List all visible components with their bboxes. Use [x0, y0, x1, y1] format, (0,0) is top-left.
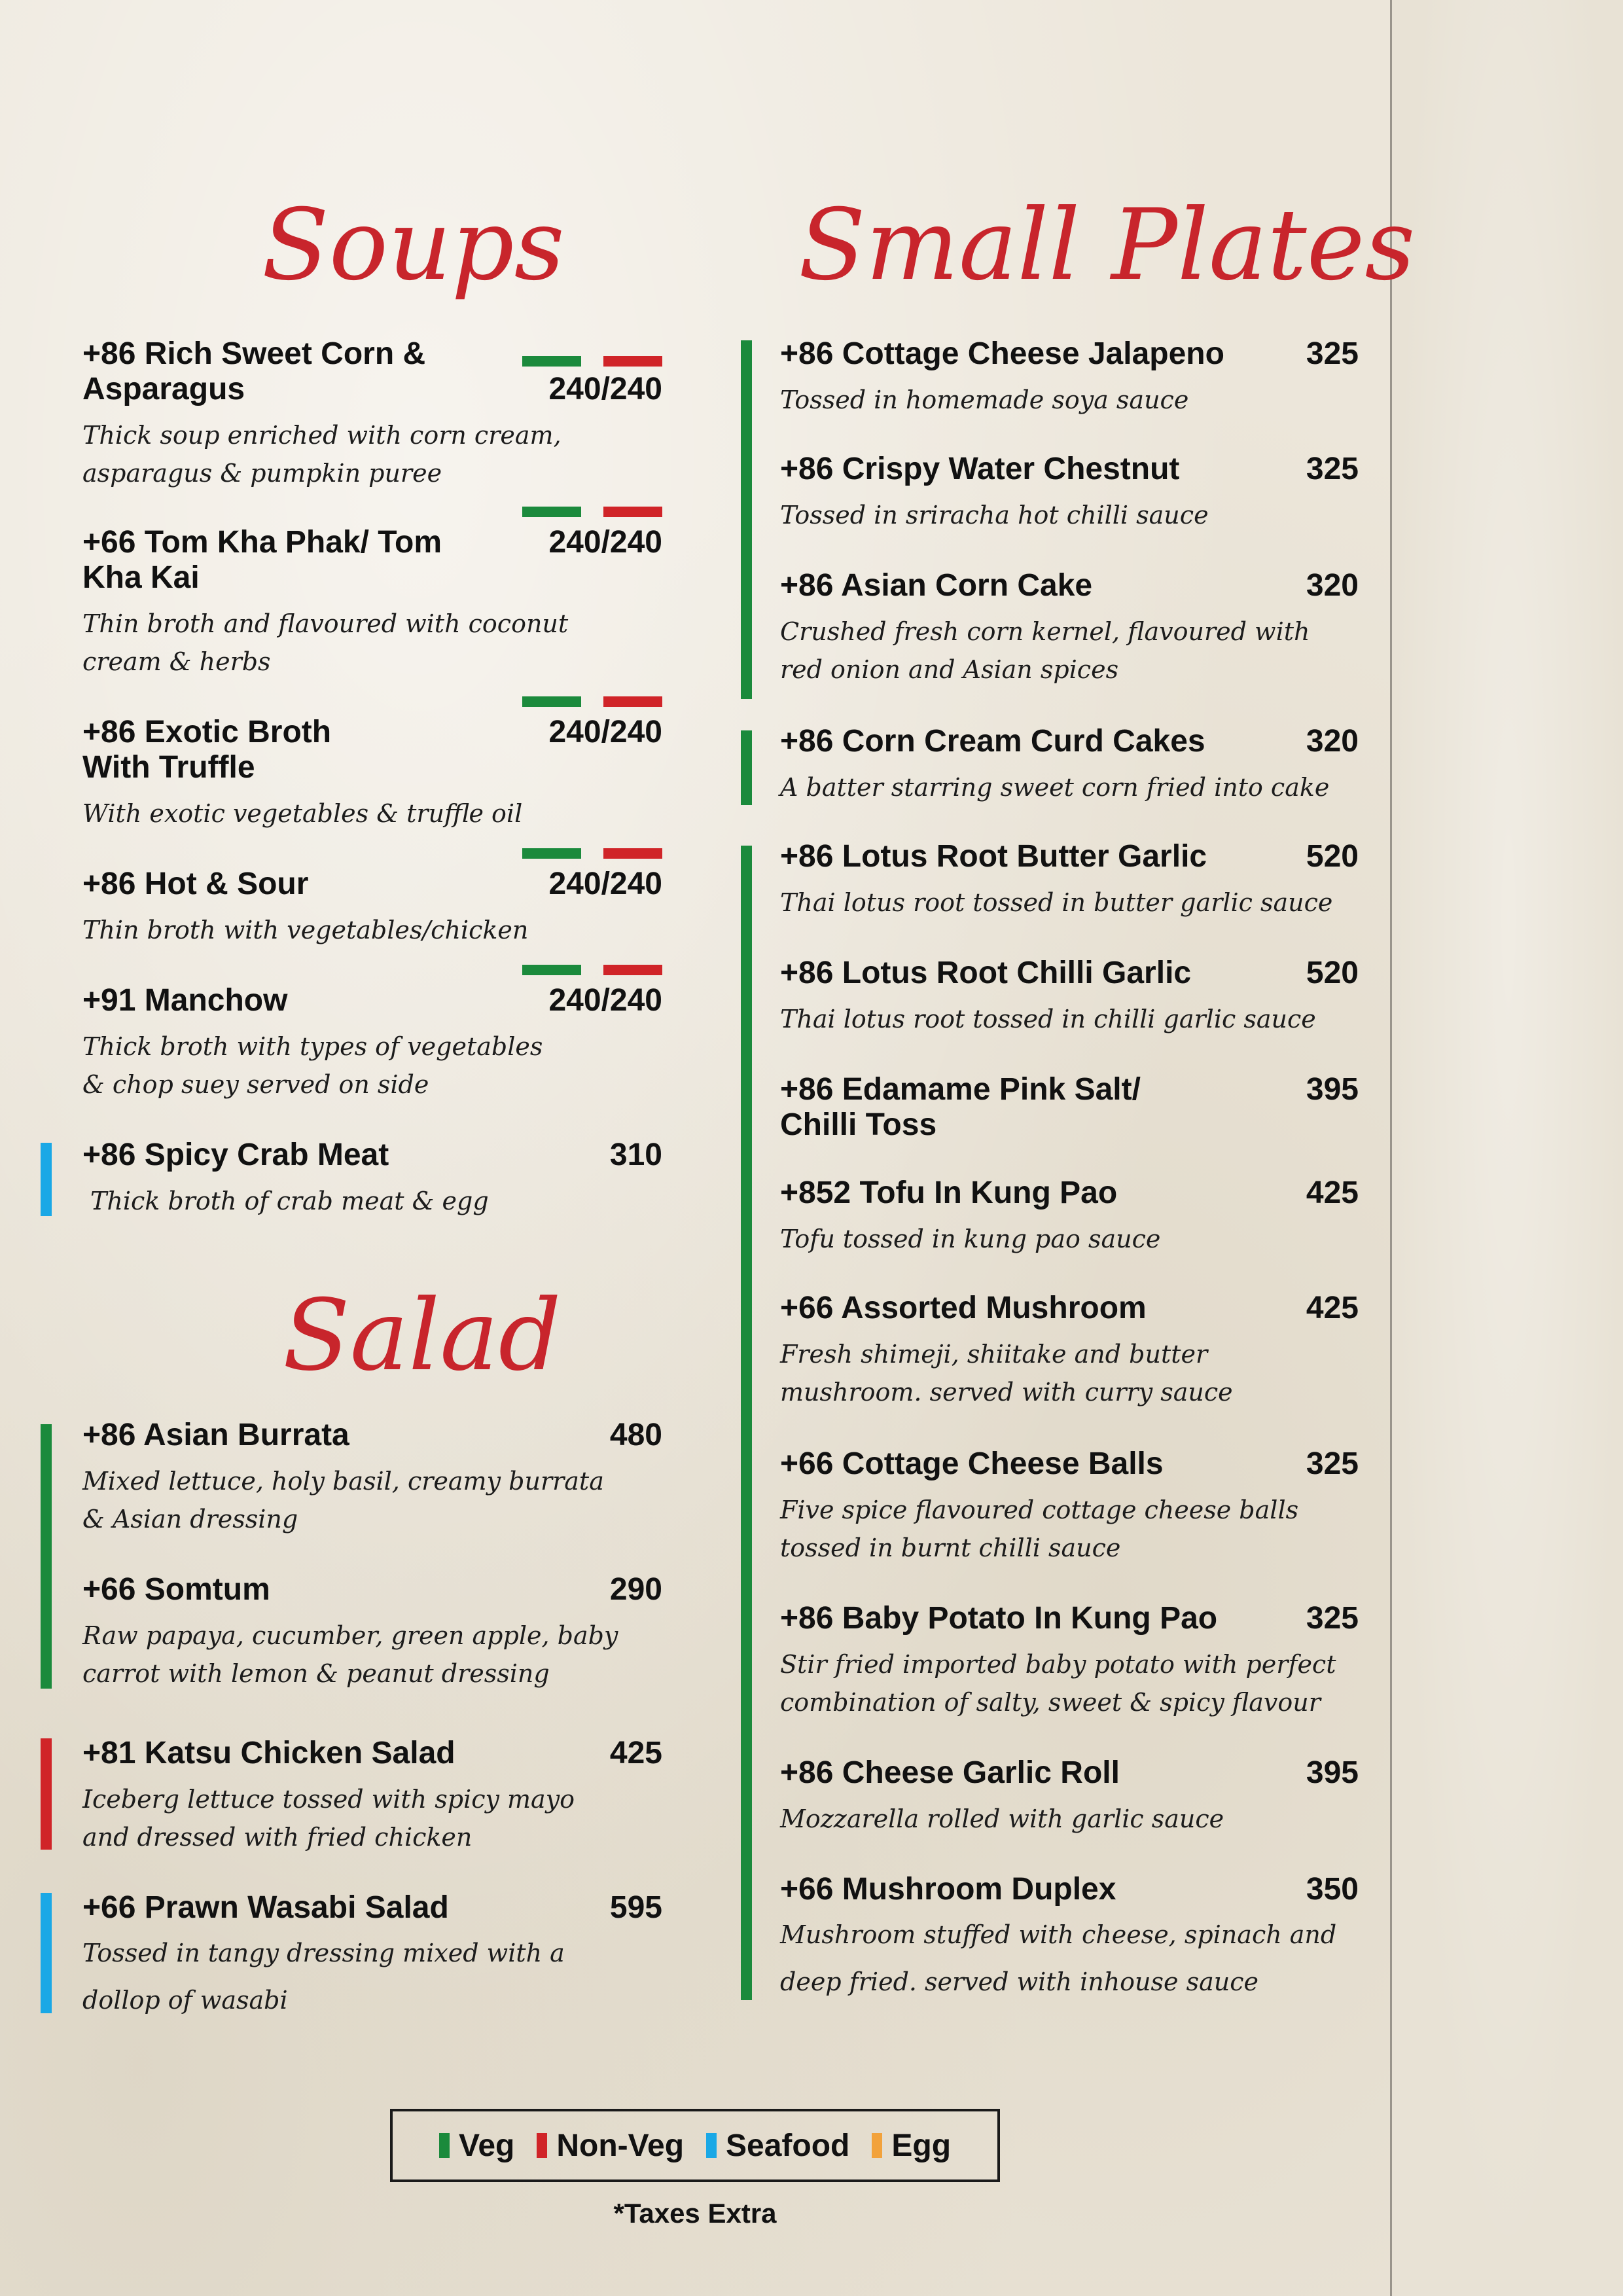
item-price: 350 — [1306, 1872, 1359, 1907]
item-price: 240/240 — [548, 715, 662, 749]
soup-item — [82, 1138, 662, 1220]
item-name: +86 Cottage Cheese Jalapeno — [780, 336, 1224, 371]
soup-item — [82, 983, 662, 1103]
small-plate-item — [780, 1072, 1359, 1143]
item-description: Crushed fresh corn kernel, flavoured with red onion and Asian spices — [780, 617, 1310, 684]
seafood-swatch — [706, 2133, 717, 2158]
veg-nonveg-price-markers — [522, 507, 662, 517]
salad-item — [82, 1890, 662, 2024]
item-name: +86 Asian Burrata — [82, 1418, 349, 1452]
item-description: Mushroom stuffed with cheese, spinach and deep fried. served with inhouse sauce — [780, 1920, 1337, 1996]
item-name: +86 Hot & Sour — [82, 867, 309, 901]
item-description: Stir fried imported baby potato with perfect combination of salty, sweet & spicy flavour — [780, 1650, 1336, 1717]
item-name: +81 Katsu Chicken Salad — [82, 1736, 455, 1770]
item-description: A batter starring sweet corn fried into cake — [780, 773, 1330, 802]
legend-egg — [872, 2128, 951, 2164]
soup-item — [82, 525, 662, 681]
item-price: 310 — [609, 1138, 662, 1172]
soup-item — [82, 715, 662, 833]
veg-nonveg-price-markers — [522, 848, 662, 859]
item-name: +86 Lotus Root Butter Garlic — [780, 839, 1207, 874]
non-veg-indicator — [41, 1738, 52, 1850]
item-price: 240/240 — [548, 525, 662, 560]
item-name: +86 Lotus Root Chilli Garlic — [780, 956, 1192, 990]
item-name: +66 Cottage Cheese Balls — [780, 1446, 1164, 1481]
small-plate-item — [780, 452, 1359, 534]
item-price: 425 — [609, 1736, 662, 1770]
item-name: +86 Crispy Water Chestnut — [780, 452, 1180, 486]
item-description: Mixed lettuce, holy basil, creamy burrata & Asian dressing — [82, 1467, 604, 1534]
item-description: Thick broth of crab meat & egg — [90, 1187, 489, 1215]
veg-indicator — [741, 846, 752, 2000]
legend-label: Egg — [891, 2128, 952, 2163]
item-price: 520 — [1306, 956, 1359, 990]
small-plate-item — [780, 839, 1359, 922]
small-plate-item — [780, 1291, 1359, 1411]
taxes-note: *Taxes Extra — [613, 2198, 777, 2229]
item-price: 480 — [609, 1418, 662, 1452]
item-name: +86 Rich Sweet Corn & Asparagus — [82, 336, 426, 406]
veg-indicator — [741, 340, 752, 699]
item-description: Thai lotus root tossed in chilli garlic sauce — [780, 1005, 1316, 1033]
item-description: Thin broth and flavoured with coconut cream & herbs — [82, 609, 569, 676]
item-description: Fresh shimeji, shiitake and butter mushroom. served with curry sauce — [780, 1340, 1233, 1407]
item-price: 325 — [1306, 1601, 1359, 1636]
soup-item — [82, 867, 662, 949]
item-description: Tossed in sriracha hot chilli sauce — [780, 501, 1209, 529]
item-name: +86 Baby Potato In Kung Pao — [780, 1601, 1218, 1636]
item-description: With exotic vegetables & truffle oil — [82, 799, 523, 828]
item-name: +86 Cheese Garlic Roll — [780, 1755, 1120, 1790]
item-price: 395 — [1306, 1755, 1359, 1790]
item-description: Five spice flavoured cottage cheese balls tossed in burnt chilli sauce — [780, 1496, 1299, 1562]
veg-nonveg-price-markers — [522, 356, 662, 367]
item-name: +66 Tom Kha Phak/ Tom Kha Kai — [82, 525, 442, 595]
item-price: 240/240 — [548, 867, 662, 901]
item-price: 325 — [1306, 1446, 1359, 1481]
legend-label: Seafood — [726, 2128, 850, 2163]
non-veg-swatch — [537, 2133, 547, 2158]
item-name: +91 Manchow — [82, 983, 288, 1018]
small-plate-item — [780, 724, 1359, 806]
item-description: Tossed in tangy dressing mixed with a dollop of wasabi — [82, 1939, 565, 2015]
item-price: 325 — [1306, 336, 1359, 371]
item-name: +86 Spicy Crab Meat — [82, 1138, 389, 1172]
small-plate-item — [780, 1872, 1359, 2005]
item-price: 320 — [1306, 568, 1359, 603]
item-name: +852 Tofu In Kung Pao — [780, 1175, 1118, 1210]
item-name: +66 Prawn Wasabi Salad — [82, 1890, 449, 1925]
item-price: 325 — [1306, 452, 1359, 486]
veg-nonveg-price-markers — [522, 965, 662, 975]
salad-item — [82, 1572, 662, 1693]
small-plate-item — [780, 1446, 1359, 1567]
item-name: +86 Exotic Broth With Truffle — [82, 715, 332, 785]
salad-item — [82, 1736, 662, 1856]
legend-veg — [439, 2128, 514, 2164]
legend-label: Non-Veg — [556, 2128, 685, 2163]
seafood-indicator — [41, 1893, 52, 2013]
item-description: Thick soup enriched with corn cream, asparagus & pumpkin puree — [82, 421, 562, 488]
small-plates-heading: Small Plates — [798, 188, 1416, 302]
veg-swatch — [439, 2133, 450, 2158]
item-description: Thin broth with vegetables/chicken — [82, 916, 529, 944]
small-plate-item — [780, 336, 1359, 419]
veg-nonveg-price-markers — [522, 696, 662, 707]
item-price: 320 — [1306, 724, 1359, 759]
small-plate-item — [780, 1755, 1359, 1838]
small-plate-item — [780, 568, 1359, 689]
item-price: 240/240 — [548, 983, 662, 1018]
item-name: +66 Somtum — [82, 1572, 270, 1607]
veg-indicator — [741, 730, 752, 805]
seafood-indicator — [41, 1143, 52, 1216]
item-price: 425 — [1306, 1291, 1359, 1325]
item-price: 595 — [609, 1890, 662, 1925]
item-price: 290 — [609, 1572, 662, 1607]
item-description: Iceberg lettuce tossed with spicy mayo and dressed with fried chicken — [82, 1785, 575, 1852]
item-description: Thick broth with types of vegetables & chop suey served on side — [82, 1032, 543, 1099]
veg-indicator — [41, 1424, 52, 1689]
item-price: 395 — [1306, 1072, 1359, 1107]
item-price: 520 — [1306, 839, 1359, 874]
item-price: 240/240 — [548, 372, 662, 406]
legend-non-veg — [537, 2128, 684, 2164]
item-name: +86 Edamame Pink Salt/ Chilli Toss — [780, 1072, 1141, 1142]
item-description: Raw papaya, cucumber, green apple, baby carrot with lemon & peanut dressing — [82, 1621, 618, 1688]
egg-swatch — [872, 2133, 882, 2158]
item-description: Tossed in homemade soya sauce — [780, 386, 1189, 414]
soup-item — [82, 336, 662, 492]
item-description: Mozzarella rolled with garlic sauce — [780, 1804, 1224, 1833]
small-plate-item — [780, 1175, 1359, 1258]
diet-legend — [390, 2109, 1000, 2182]
item-price: 425 — [1306, 1175, 1359, 1210]
item-name: +66 Mushroom Duplex — [780, 1872, 1116, 1907]
item-name: +66 Assorted Mushroom — [780, 1291, 1147, 1325]
small-plate-item — [780, 956, 1359, 1038]
salad-item — [82, 1418, 662, 1538]
legend-seafood — [706, 2128, 849, 2164]
item-description: Thai lotus root tossed in butter garlic sauce — [780, 888, 1333, 917]
page-edge-panel — [1390, 0, 1623, 2296]
soups-heading: Soups — [262, 188, 565, 302]
item-description: Tofu tossed in kung pao sauce — [780, 1225, 1161, 1253]
item-name: +86 Asian Corn Cake — [780, 568, 1093, 603]
small-plate-item — [780, 1601, 1359, 1721]
legend-label: Veg — [458, 2128, 515, 2163]
item-name: +86 Corn Cream Curd Cakes — [780, 724, 1205, 759]
salad-heading: Salad — [283, 1279, 562, 1393]
